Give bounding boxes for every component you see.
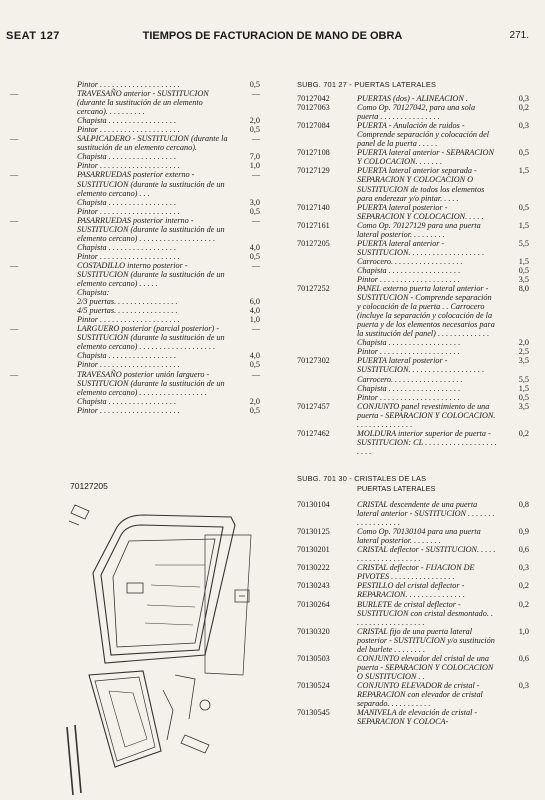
time-value: 1,0 <box>249 161 260 171</box>
time-value: 0,2 <box>518 599 529 609</box>
time-value: 0,6 <box>518 653 529 663</box>
operation-code: 70127108 <box>297 148 330 158</box>
table-row <box>297 221 529 239</box>
operation-code: 70127457 <box>297 401 330 411</box>
list-item <box>36 297 260 306</box>
operation-description: TRAVESAÑO posterior unión larguero - SUSTITUCION (durante la sustitución de un elemento cercano) . . . . . . . . . . . . . . . . . <box>77 369 225 397</box>
operation-description: CRISTAL deflector - FIJACION DE PIVOTES . . . . . . . . . . . . . . . . <box>357 563 475 582</box>
dash-marker: — <box>10 369 19 379</box>
table-row <box>297 627 529 654</box>
operation-description: PESTILLO del cristal deflector - REPARACION. . . . . . . . . . . . . . . <box>357 581 465 600</box>
operation-description: PUERTA lateral anterior - SEPARACION Y COLOCACION. . . . . . . <box>357 148 494 167</box>
operation-description: Chapista . . . . . . . . . . . . . . . . . . <box>357 265 461 275</box>
operation-code: 70130243 <box>297 581 330 591</box>
figure-label: 70127205 <box>70 481 108 491</box>
time-value: 2,0 <box>518 338 529 348</box>
operation-description: LARGUERO posterior (parcial posterior) - SUSTITUCION (durante la sustitución de un elemento cercano) . . . . . . . . . . . . . . . . . . . <box>77 324 225 352</box>
operation-code <box>297 347 357 356</box>
time-value: 4,0 <box>249 351 260 361</box>
operation-description: Chapista . . . . . . . . . . . . . . . . . . <box>357 338 461 348</box>
operation-description: Pintor . . . . . . . . . . . . . . . . . . . . <box>357 392 460 402</box>
time-value: 4,0 <box>249 242 260 252</box>
operation-description: Pintor . . . . . . . . . . . . . . . . . . . . <box>77 360 180 370</box>
table-row <box>297 148 529 166</box>
time-value: 0,3 <box>518 94 529 104</box>
operation-description: Chapista . . . . . . . . . . . . . . . . . . <box>357 383 461 393</box>
list-item <box>36 116 260 125</box>
time-value: 1,5 <box>518 256 529 266</box>
operation-code: 70130201 <box>297 545 330 555</box>
operation-description: Pintor . . . . . . . . . . . . . . . . . . . . <box>77 80 180 89</box>
list-item <box>36 406 260 415</box>
operation-code: 70130104 <box>297 500 330 510</box>
operation-code: 70130320 <box>297 626 330 636</box>
table-row <box>297 166 529 202</box>
list-item <box>10 369 260 397</box>
time-value: 3,5 <box>518 274 529 284</box>
operation-description: CONJUNTO ELEVADOR de cristal - REPARACION con elevador de cristal separado. . . . . . . . . . . <box>357 680 483 709</box>
table-row <box>297 94 529 103</box>
list-item <box>36 360 260 369</box>
time-value: 3,0 <box>249 197 260 207</box>
operation-code: 70130524 <box>297 680 330 690</box>
table-row <box>297 284 529 338</box>
operation-description: 2/3 puertas. . . . . . . . . . . . . . . . <box>77 297 178 307</box>
operation-code <box>297 257 357 266</box>
time-value: — <box>251 369 260 379</box>
subgroup-heading-puertas: SUBG. 701 27 - PUERTAS LATERALES <box>297 80 437 89</box>
list-item <box>10 260 260 289</box>
dash-marker: — <box>10 89 19 99</box>
operation-description: Pintor . . . . . . . . . . . . . . . . . . . . <box>77 405 180 415</box>
table-row <box>297 402 529 429</box>
operation-code: 70130222 <box>297 563 330 573</box>
time-value: 1,5 <box>518 166 529 176</box>
time-value: 0,5 <box>518 202 529 212</box>
operation-code: 70127205 <box>297 238 330 248</box>
time-value: 1,5 <box>518 220 529 230</box>
time-value: — <box>251 89 260 99</box>
list-item <box>36 315 260 324</box>
dash-marker: — <box>10 134 19 144</box>
operation-code <box>297 275 357 284</box>
time-value: 1,5 <box>518 383 529 393</box>
operation-description: Chapista . . . . . . . . . . . . . . . . . <box>77 351 177 361</box>
time-value: 0,2 <box>518 103 529 113</box>
operation-description: PUERTA lateral posterior - SUSTITUCION. . . . . . . . . . . . . . . . . . . <box>357 356 485 375</box>
operation-code <box>297 384 357 393</box>
operation-description: Carrocero. . . . . . . . . . . . . . . . . . <box>357 374 463 384</box>
time-value: — <box>251 134 260 144</box>
time-value: 0,6 <box>518 545 529 555</box>
time-value: 0,5 <box>518 265 529 275</box>
list-item <box>10 324 260 352</box>
header-model: SEAT 127 <box>6 30 60 42</box>
table-row <box>297 203 529 221</box>
operation-description: CRISTAL deflector - SUSTITUCION. . . . . . . . . . . . . . . . . . . . . <box>357 545 496 564</box>
operation-code: 70127129 <box>297 166 330 176</box>
operation-code <box>297 338 357 347</box>
operation-code <box>297 266 357 275</box>
operation-description: CONJUNTO elevador del cristal de una puerta - SEPARACION Y COLOCACION O SUSTITUCION . . <box>357 653 494 681</box>
operation-description: Pintor . . . . . . . . . . . . . . . . . . . . <box>357 347 460 357</box>
table-row <box>297 103 529 121</box>
list-item <box>36 306 260 315</box>
puertas-table <box>297 94 529 456</box>
time-value: 2,0 <box>249 396 260 406</box>
table-row <box>297 545 529 563</box>
time-value: 1,0 <box>518 626 529 636</box>
list-item <box>36 198 260 207</box>
operation-code: 70127302 <box>297 356 330 366</box>
operation-code: 70127063 <box>297 103 330 113</box>
table-row <box>297 393 529 402</box>
operation-code: 70130545 <box>297 708 330 718</box>
operation-description: MANIVELA de elevación de cristal - SEPARACION Y COLOCA- <box>357 708 478 727</box>
operation-description: 4/5 puertas. . . . . . . . . . . . . . . . <box>77 306 178 316</box>
table-row <box>297 681 529 708</box>
operation-description: Chapista . . . . . . . . . . . . . . . . . <box>77 396 177 406</box>
list-item <box>36 125 260 134</box>
time-value: 1,0 <box>249 315 260 325</box>
time-value: 2,5 <box>518 347 529 357</box>
operation-description: PUERTAS (dos) - ALINEACION . <box>357 94 468 104</box>
table-row <box>297 384 529 393</box>
door-exploded-illustration <box>55 495 285 795</box>
time-value: 0,2 <box>518 581 529 591</box>
operation-code: 70127042 <box>297 94 330 104</box>
table-row <box>297 708 529 726</box>
right-column <box>297 80 529 726</box>
operation-description: Chapista . . . . . . . . . . . . . . . . . <box>77 242 177 252</box>
time-value: — <box>251 170 260 180</box>
operation-description: Pintor . . . . . . . . . . . . . . . . . . . . <box>77 125 180 135</box>
list-item <box>36 207 260 216</box>
time-value: 8,0 <box>518 284 529 294</box>
operation-description: Como Op. 70130104 para una puerta lateral posterior. . . . . . . . <box>357 527 481 546</box>
list-item <box>36 243 260 252</box>
time-value: 4,0 <box>249 306 260 316</box>
time-value: 0,5 <box>249 206 260 216</box>
table-row <box>297 338 529 347</box>
table-row <box>297 275 529 284</box>
dash-marker: — <box>10 260 19 270</box>
operation-description: Chapista . . . . . . . . . . . . . . . . . <box>77 152 177 162</box>
time-value: 0,3 <box>518 680 529 690</box>
operation-code <box>297 375 357 384</box>
subgroup-heading-cristales-cont: PUERTAS LATERALES <box>357 483 436 493</box>
operation-description: PUERTA lateral anterior - SUSTITUCION. . . . . . . . . . . . . . . . . . . <box>357 238 485 257</box>
dash-marker: — <box>10 215 19 225</box>
time-value: 0,5 <box>249 80 260 89</box>
time-value: 0,5 <box>518 392 529 402</box>
operation-code <box>297 393 357 402</box>
table-row <box>297 500 529 527</box>
list-item <box>10 89 260 117</box>
table-row <box>297 527 529 545</box>
time-value: 5,5 <box>518 238 529 248</box>
operation-description: CRISTAL descendente de una puerta lateral anterior - SUSTITUCION . . . . . . . . . . . . . . . . . . <box>357 500 495 528</box>
table-row <box>297 266 529 275</box>
operation-code: 70130503 <box>297 653 330 663</box>
time-value: 0,5 <box>249 125 260 135</box>
time-value: 0,5 <box>249 251 260 261</box>
operation-description: Pintor . . . . . . . . . . . . . . . . . . . . <box>77 161 180 171</box>
time-value: — <box>251 324 260 334</box>
operation-description: Pintor . . . . . . . . . . . . . . . . . . . . <box>77 206 180 216</box>
operation-description: Chapista . . . . . . . . . . . . . . . . . <box>77 197 177 207</box>
operation-code: 70127462 <box>297 428 330 438</box>
table-row <box>297 347 529 356</box>
subgroup-heading-cristales: SUBG. 701 30 - CRISTALES DE LAS <box>297 473 427 483</box>
time-value: 3,5 <box>518 401 529 411</box>
operation-description: Chapista: <box>77 288 110 298</box>
operation-code: 70127084 <box>297 121 330 131</box>
operation-description: Pintor . . . . . . . . . . . . . . . . . . . . <box>357 274 460 284</box>
operation-code: 70127252 <box>297 284 330 294</box>
operation-description: PASARRUEDAS posterior interno - SUSTITUCION (durante la sustitución de un elemento cercano) . . . . . . . . . . . . . . . . . . . <box>77 215 225 243</box>
time-value: 0,5 <box>249 405 260 415</box>
operation-description: Como Op. 70127042, para una sola puerta . . . . . . . . . . . . . . . <box>357 103 476 122</box>
time-value: 7,0 <box>249 152 260 162</box>
operation-code: 70127140 <box>297 202 330 212</box>
time-value: 0,2 <box>518 428 529 438</box>
list-item <box>36 152 260 161</box>
operation-description: Como Op. 70127129 para una puerta lateral posterior. . . . . . . . . <box>357 220 481 239</box>
dash-marker: — <box>10 170 19 180</box>
table-row <box>297 654 529 681</box>
operation-description: Pintor . . . . . . . . . . . . . . . . . . . . <box>77 251 180 261</box>
operation-description: CRISTAL fijo de una puerta lateral posterior - SUSTITUCION y/o sustitución del burlete . . . . . . . . <box>357 626 495 654</box>
operation-description: SALPICADERO - SUSTITUCION (durante la sustitución de un elemento cercano). <box>77 134 228 153</box>
time-value: 0,5 <box>249 360 260 370</box>
time-value: — <box>251 215 260 225</box>
operation-description: Chapista . . . . . . . . . . . . . . . . . <box>77 116 177 126</box>
table-row <box>297 429 529 456</box>
table-row <box>297 563 529 581</box>
time-value: 0,3 <box>518 121 529 131</box>
list-item <box>36 351 260 360</box>
operation-description: BURLETE de cristal deflector - SUSTITUCION con cristal desmontado. . . . . . . . . . . . . . . . . . . <box>357 599 494 627</box>
operation-code: 70130125 <box>297 527 330 537</box>
list-item <box>10 134 260 153</box>
header-title: TIEMPOS DE FACTURACION DE MANO DE OBRA <box>142 30 403 42</box>
time-value: 2,0 <box>249 116 260 126</box>
operation-description: PUERTA lateral posterior - SEPARACION Y COLOCACION. . . . . <box>357 202 484 221</box>
table-row <box>297 600 529 627</box>
left-column <box>10 80 260 415</box>
cristales-table <box>297 500 529 726</box>
table-row <box>297 257 529 266</box>
operation-code: 70130264 <box>297 599 330 609</box>
operation-description: CONJUNTO panel revestimiento de una puerta - SEPARACION Y COLOCACION. . . . . . . . . . . . . . . <box>357 401 496 429</box>
time-value: 5,5 <box>518 374 529 384</box>
page-number: 271. <box>509 30 529 41</box>
operation-description: PUERTA lateral anterior separada - SEPARACION Y COLOCACION O SUSTITUCION de todos los elementos para enderezar y/o pintar. . . . . <box>357 166 485 203</box>
operation-description: MOLDURA interior superior de puerta - SUSTITUCION: CL . . . . . . . . . . . . . . . . . . . . . . <box>357 428 497 456</box>
list-item <box>10 215 260 243</box>
operation-description: TRAVESAÑO anterior - SUSTITUCION (durante la sustitución de un elemento cercano). . . . . . . . . . <box>77 89 209 117</box>
operation-code: 70127161 <box>297 220 330 230</box>
table-row <box>297 375 529 384</box>
list-item <box>36 80 260 89</box>
time-value: 3,5 <box>518 356 529 366</box>
time-value: — <box>251 260 260 270</box>
operation-description: PUERTA - Anulación de ruidos - Comprende separación y colocación del panel de la puerta . . . . . <box>357 121 490 149</box>
time-value: 0,5 <box>518 148 529 158</box>
time-value: 0,3 <box>518 563 529 573</box>
list-item <box>36 397 260 406</box>
operation-description: PANEL externo puerta lateral anterior - SUSTITUCION - Comprende separación y colocación de la puerta . . Carrocero (incluye la separación y colocación de la puerta y de los elementos necesarios para la sustitución del panel) . . . . . . . . . . . . . <box>357 284 495 339</box>
operation-description: PASARRUEDAS posterior externo - SUSTITUCION (durante la sustitución de un elemento cercano) . . . <box>77 170 225 198</box>
operation-description: COSTADILLO interno posterior - SUSTITUCION (durante la sustitución de un elemento cercano) . . . . . <box>77 260 225 289</box>
operation-description: Pintor . . . . . . . . . . . . . . . . . . . . <box>77 315 180 325</box>
time-value: 6,0 <box>249 297 260 307</box>
list-item <box>36 252 260 261</box>
time-value: 0,9 <box>518 527 529 537</box>
list-item <box>36 161 260 170</box>
operation-description: Carrocero. . . . . . . . . . . . . . . . . . <box>357 256 463 266</box>
table-row <box>297 581 529 599</box>
table-row <box>297 121 529 148</box>
list-item <box>36 288 260 297</box>
list-item <box>10 170 260 198</box>
time-value: 0,8 <box>518 500 529 510</box>
dash-marker: — <box>10 324 19 334</box>
table-row <box>297 356 529 374</box>
table-row <box>297 239 529 257</box>
